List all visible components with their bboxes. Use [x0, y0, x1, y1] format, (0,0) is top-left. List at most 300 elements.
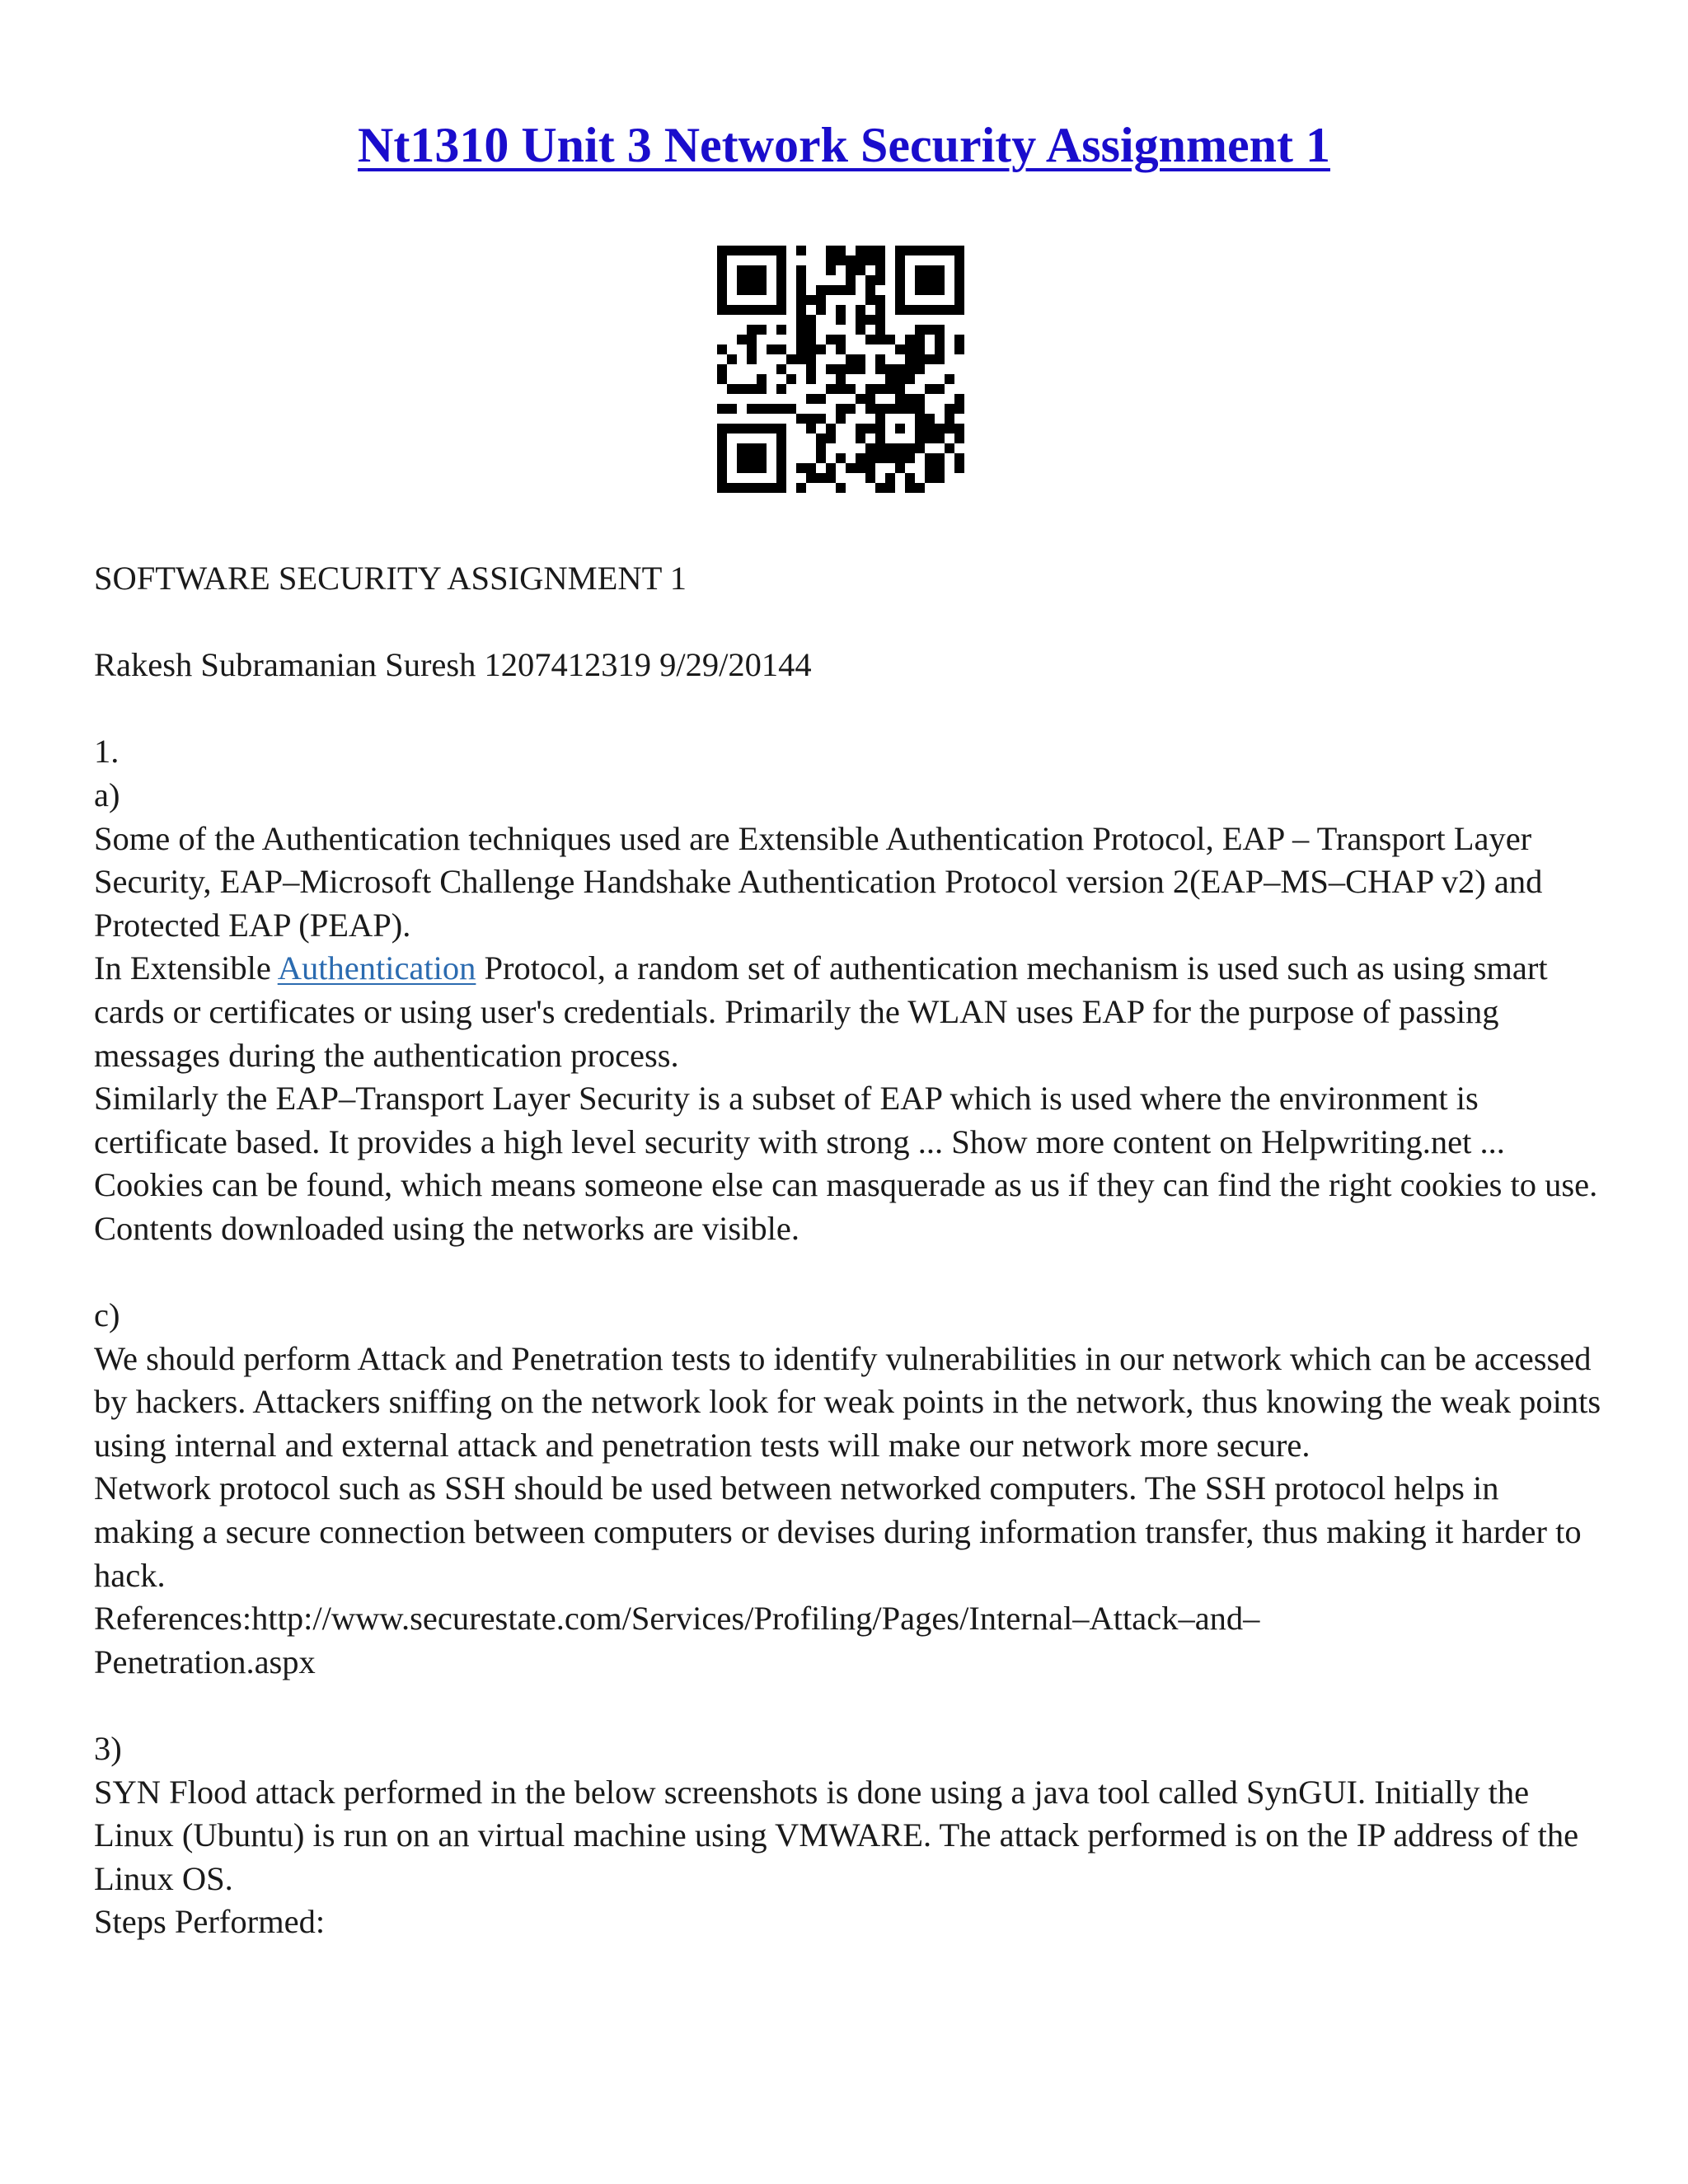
qr-module: [875, 443, 885, 453]
qr-module: [925, 414, 935, 424]
qr-module: [747, 246, 757, 255]
qr-module: [776, 463, 786, 473]
qr-module: [737, 335, 747, 344]
qr-module: [717, 473, 727, 483]
qr-module: [776, 305, 786, 315]
qr-module: [816, 344, 826, 354]
qr-module: [885, 364, 895, 374]
qr-module: [767, 483, 776, 493]
qr-module: [935, 285, 945, 295]
qr-module: [925, 265, 935, 275]
qr-module: [737, 265, 747, 275]
qr-module: [856, 434, 865, 443]
qr-module: [747, 325, 757, 335]
qr-module: [945, 246, 954, 255]
qr-module: [895, 384, 905, 394]
section-c-label: c): [94, 1296, 120, 1334]
qr-module: [875, 384, 885, 394]
qr-module: [895, 285, 905, 295]
qr-module: [757, 453, 767, 463]
qr-module: [875, 295, 885, 305]
assignment-heading: SOFTWARE SECURITY ASSIGNMENT 1: [94, 560, 687, 597]
qr-module: [856, 305, 865, 315]
section-1a-paragraph-4: Cookies can be found, which means someone else can masquerade as us if they can find the right cookies to use.: [94, 1166, 1598, 1204]
qr-module: [816, 473, 826, 483]
qr-module: [757, 463, 767, 473]
section-c-reference-line-2: Penetration.aspx: [94, 1643, 316, 1680]
qr-module: [856, 463, 865, 473]
qr-module: [865, 255, 875, 265]
qr-module: [776, 344, 786, 354]
qr-module: [875, 315, 885, 325]
qr-module: [875, 255, 885, 265]
qr-module: [905, 305, 915, 315]
qr-module: [856, 354, 865, 364]
qr-module: [895, 295, 905, 305]
qr-module: [954, 404, 964, 414]
qr-module: [796, 463, 806, 473]
qr-module: [895, 275, 905, 285]
qr-module: [826, 434, 836, 443]
qr-module: [945, 374, 954, 384]
qr-module: [875, 354, 885, 364]
qr-module: [954, 344, 964, 354]
qr-module: [895, 374, 905, 384]
qr-module: [747, 463, 757, 473]
qr-module: [925, 384, 935, 394]
qr-module: [717, 424, 727, 434]
qr-module: [796, 344, 806, 354]
qr-module: [757, 384, 767, 394]
qr-module: [767, 305, 776, 315]
qr-module: [856, 453, 865, 463]
qr-module: [757, 424, 767, 434]
qr-module: [796, 315, 806, 325]
qr-module: [717, 265, 727, 275]
qr-module: [895, 443, 905, 453]
paragraph-text: Protocol, a random set of authentication mechanism is used such as using smart cards or certificates or using user's credentials. Primarily the WLAN uses EAP for the purpose of passing messages during the authentication process.: [94, 949, 1548, 1074]
qr-module: [846, 404, 856, 414]
qr-module: [717, 344, 727, 354]
qr-module: [905, 354, 915, 364]
qr-module: [776, 255, 786, 265]
qr-module: [776, 473, 786, 483]
qr-module: [806, 295, 816, 305]
qr-module: [776, 483, 786, 493]
qr-module: [717, 443, 727, 453]
qr-module: [945, 443, 954, 453]
qr-module: [826, 246, 836, 255]
qr-module: [747, 344, 757, 354]
qr-module: [786, 404, 796, 414]
qr-module: [737, 453, 747, 463]
document-body: [94, 557, 1602, 1944]
qr-module: [836, 384, 846, 394]
qr-module: [915, 275, 925, 285]
qr-module: [836, 374, 846, 384]
qr-module: [717, 453, 727, 463]
qr-module: [935, 453, 945, 463]
qr-module: [865, 394, 875, 404]
qr-module: [865, 295, 875, 305]
qr-module: [776, 404, 786, 414]
qr-module: [776, 265, 786, 275]
qr-module: [727, 483, 737, 493]
qr-module: [915, 265, 925, 275]
qr-module: [727, 404, 737, 414]
qr-module: [816, 453, 826, 463]
qr-module: [895, 453, 905, 463]
qr-module: [846, 275, 856, 285]
qr-module: [846, 285, 856, 295]
qr-module: [905, 246, 915, 255]
qr-module: [945, 424, 954, 434]
qr-module: [786, 354, 796, 364]
qr-module: [856, 255, 865, 265]
qr-module: [737, 246, 747, 255]
qr-module: [935, 354, 945, 364]
qr-module: [865, 463, 875, 473]
section-c-paragraph-2: Network protocol such as SSH should be used between networked computers. The SSH protocol helps in making a secure connection between computers or devises during information transfer, thus making it harder to hack.: [94, 1469, 1582, 1594]
qr-module: [747, 453, 757, 463]
qr-module: [717, 374, 727, 384]
qr-module: [875, 424, 885, 434]
qr-module: [885, 404, 895, 414]
qr-module: [954, 246, 964, 255]
qr-module: [846, 265, 856, 275]
qr-module: [895, 404, 905, 414]
qr-module: [915, 305, 925, 315]
qr-module: [915, 424, 925, 434]
qr-module: [945, 414, 954, 424]
qr-module: [767, 424, 776, 434]
qr-module: [954, 285, 964, 295]
qr-module: [776, 364, 786, 374]
qr-module: [806, 414, 816, 424]
qr-module: [737, 305, 747, 315]
qr-module: [895, 394, 905, 404]
qr-module: [767, 404, 776, 414]
qr-module: [915, 246, 925, 255]
qr-module: [905, 483, 915, 493]
section-3-paragraph-2: Steps Performed:: [94, 1903, 326, 1941]
qr-module: [875, 453, 885, 463]
qr-module: [935, 275, 945, 285]
qr-module: [796, 414, 806, 424]
qr-module: [757, 325, 767, 335]
qr-module: [935, 325, 945, 335]
qr-module: [727, 424, 737, 434]
qr-module: [826, 285, 836, 295]
qr-module: [885, 335, 895, 344]
qr-module: [905, 364, 915, 374]
qr-module: [836, 335, 846, 344]
qr-module: [935, 305, 945, 315]
qr-module: [796, 275, 806, 285]
qr-module: [727, 354, 737, 364]
qr-module: [806, 315, 816, 325]
qr-module: [747, 275, 757, 285]
qr-module: [806, 394, 816, 404]
section-1a-paragraph-3: Similarly the EAP–Transport Layer Security is a subset of EAP which is used where the environment is certificate based. It provides a high level security with strong ... Show more content on Helpwriting.net ...: [94, 1080, 1505, 1160]
qr-code: [717, 246, 964, 493]
qr-module: [865, 453, 875, 463]
qr-module: [806, 344, 816, 354]
qr-module: [737, 275, 747, 285]
qr-module: [826, 364, 836, 374]
qr-module: [796, 265, 806, 275]
qr-module: [935, 424, 945, 434]
qr-module: [776, 384, 786, 394]
qr-module: [806, 325, 816, 335]
qr-module: [796, 305, 806, 315]
qr-module: [836, 404, 846, 414]
qr-module: [885, 443, 895, 453]
qr-module: [935, 384, 945, 394]
qr-module: [776, 443, 786, 453]
qr-module: [935, 335, 945, 344]
qr-module: [836, 483, 846, 493]
qr-module: [954, 434, 964, 443]
qr-module: [757, 443, 767, 453]
qr-module: [865, 404, 875, 414]
qr-module: [826, 335, 836, 344]
qr-module: [826, 265, 836, 275]
qr-module: [747, 305, 757, 315]
qr-module: [905, 404, 915, 414]
qr-module: [945, 404, 954, 414]
qr-module: [816, 443, 826, 453]
qr-module: [717, 434, 727, 443]
qr-module: [717, 364, 727, 374]
qr-module: [915, 434, 925, 443]
qr-module: [747, 354, 757, 364]
qr-module: [826, 463, 836, 473]
qr-module: [925, 305, 935, 315]
document-title-link[interactable]: Nt1310 Unit 3 Network Security Assignment 1: [358, 118, 1330, 172]
qr-module: [836, 305, 846, 315]
qr-module: [776, 325, 786, 335]
document-title: [0, 115, 1688, 175]
qr-module: [856, 325, 865, 335]
qr-module: [806, 354, 816, 364]
section-1-number: 1.: [94, 733, 120, 771]
qr-module: [796, 335, 806, 344]
qr-module: [747, 285, 757, 295]
qr-module: [925, 473, 935, 483]
qr-module: [954, 335, 964, 344]
qr-module: [895, 364, 905, 374]
qr-module: [836, 364, 846, 374]
qr-module: [757, 285, 767, 295]
qr-module: [865, 335, 875, 344]
qr-module: [856, 246, 865, 255]
qr-module: [875, 483, 885, 493]
qr-module: [796, 325, 806, 335]
qr-module: [935, 246, 945, 255]
qr-module: [865, 384, 875, 394]
qr-module: [905, 335, 915, 344]
qr-module: [875, 275, 885, 285]
qr-module: [767, 246, 776, 255]
qr-module: [816, 394, 826, 404]
qr-module: [865, 443, 875, 453]
section-1a-paragraph-2: [94, 947, 1602, 1077]
qr-module: [776, 453, 786, 463]
qr-module: [875, 325, 885, 335]
qr-module: [747, 424, 757, 434]
qr-module: [737, 483, 747, 493]
qr-module: [846, 384, 856, 394]
qr-module: [856, 315, 865, 325]
qr-module: [747, 384, 757, 394]
qr-module: [865, 473, 875, 483]
qr-module: [925, 424, 935, 434]
qr-module: [737, 424, 747, 434]
qr-module: [757, 404, 767, 414]
qr-module: [796, 295, 806, 305]
qr-module: [954, 394, 964, 404]
qr-module: [717, 285, 727, 295]
qr-module: [905, 394, 915, 404]
section-1a-paragraph-1: Some of the Authentication techniques used are Extensible Authentication Protocol, EAP – Transport Layer Security, EAP–Microsoft Challenge Handshake Authentication Protocol version 2(EAP–MS–CHAP v2) and Protected EAP (PEAP).: [94, 819, 1543, 944]
qr-module: [915, 414, 925, 424]
qr-module: [717, 305, 727, 315]
qr-module: [875, 434, 885, 443]
qr-module: [954, 265, 964, 275]
qr-module: [915, 325, 925, 335]
section-3-label: 3): [94, 1730, 122, 1768]
section-3-paragraph-1: SYN Flood attack performed in the below screenshots is done using a java tool called SynGUI. Initially the Linux (Ubuntu) is run on an virtual machine using VMWARE. The attack performed is on the IP address of the Linux OS.: [94, 1773, 1579, 1897]
qr-module: [925, 285, 935, 295]
qr-module: [727, 384, 737, 394]
qr-module: [905, 443, 915, 453]
paragraph-text: In Extensible: [94, 949, 278, 987]
qr-module: [925, 246, 935, 255]
qr-module: [717, 295, 727, 305]
qr-module: [747, 404, 757, 414]
qr-module: [717, 463, 727, 473]
qr-module: [915, 344, 925, 354]
qr-module: [757, 374, 767, 384]
qr-module: [757, 265, 767, 275]
qr-module: [846, 354, 856, 364]
qr-module: [925, 275, 935, 285]
qr-module: [776, 295, 786, 305]
qr-module: [737, 463, 747, 473]
qr-module: [727, 305, 737, 315]
qr-module: [826, 424, 836, 434]
qr-module: [796, 483, 806, 493]
qr-module: [925, 325, 935, 335]
qr-module: [865, 275, 875, 285]
qr-module: [747, 335, 757, 344]
qr-module: [935, 434, 945, 443]
qr-module: [935, 344, 945, 354]
qr-module: [737, 384, 747, 394]
qr-module: [836, 414, 846, 424]
qr-module: [915, 364, 925, 374]
qr-module: [796, 246, 806, 255]
qr-module: [905, 374, 915, 384]
qr-module: [865, 315, 875, 325]
qr-module: [905, 453, 915, 463]
qr-module: [895, 255, 905, 265]
qr-module: [727, 246, 737, 255]
qr-module: [895, 305, 905, 315]
qr-module: [737, 285, 747, 295]
qr-module: [954, 453, 964, 463]
qr-module: [836, 344, 846, 354]
qr-module: [905, 473, 915, 483]
qr-module: [806, 424, 816, 434]
qr-module: [836, 453, 846, 463]
qr-module: [925, 453, 935, 463]
qr-module: [836, 315, 846, 325]
qr-module: [816, 295, 826, 305]
qr-module: [885, 483, 895, 493]
section-c-paragraph-1: We should perform Attack and Penetration tests to identify vulnerabilities in our network which can be accessed by hackers. Attackers sniffing on the network look for weak points in the network, thus knowing the weak points using internal and external attack and penetration tests will make our network more secure.: [94, 1339, 1601, 1464]
qr-module: [796, 354, 806, 364]
qr-module: [816, 434, 826, 443]
qr-module: [925, 354, 935, 364]
section-1a-label: a): [94, 776, 120, 813]
qr-module: [915, 443, 925, 453]
qr-module: [776, 246, 786, 255]
qr-module: [905, 344, 915, 354]
qr-module: [776, 285, 786, 295]
qr-module: [945, 305, 954, 315]
qr-module: [935, 265, 945, 275]
qr-module: [895, 265, 905, 275]
qr-module: [757, 305, 767, 315]
qr-module: [925, 434, 935, 443]
qr-module: [856, 424, 865, 434]
qr-module: [865, 424, 875, 434]
qr-module: [856, 265, 865, 275]
qr-module: [836, 285, 846, 295]
qr-module: [717, 404, 727, 414]
qr-module: [717, 483, 727, 493]
qr-module: [806, 335, 816, 344]
qr-module: [954, 275, 964, 285]
qr-module: [786, 374, 796, 384]
qr-module: [806, 473, 816, 483]
qr-module: [875, 404, 885, 414]
qr-module: [875, 246, 885, 255]
qr-module: [954, 295, 964, 305]
qr-module: [757, 275, 767, 285]
qr-module: [915, 354, 925, 364]
qr-module: [776, 275, 786, 285]
qr-module: [747, 483, 757, 493]
authentication-link[interactable]: Authentication: [277, 949, 476, 987]
qr-module: [767, 344, 776, 354]
qr-module: [915, 483, 925, 493]
qr-module: [796, 285, 806, 295]
qr-module: [757, 246, 767, 255]
qr-module: [747, 443, 757, 453]
qr-module: [826, 384, 836, 394]
qr-module: [875, 364, 885, 374]
qr-module: [885, 473, 895, 483]
qr-module: [717, 275, 727, 285]
qr-module: [925, 463, 935, 473]
qr-module: [954, 463, 964, 473]
qr-module: [806, 374, 816, 384]
qr-module: [806, 463, 816, 473]
qr-module: [935, 463, 945, 473]
